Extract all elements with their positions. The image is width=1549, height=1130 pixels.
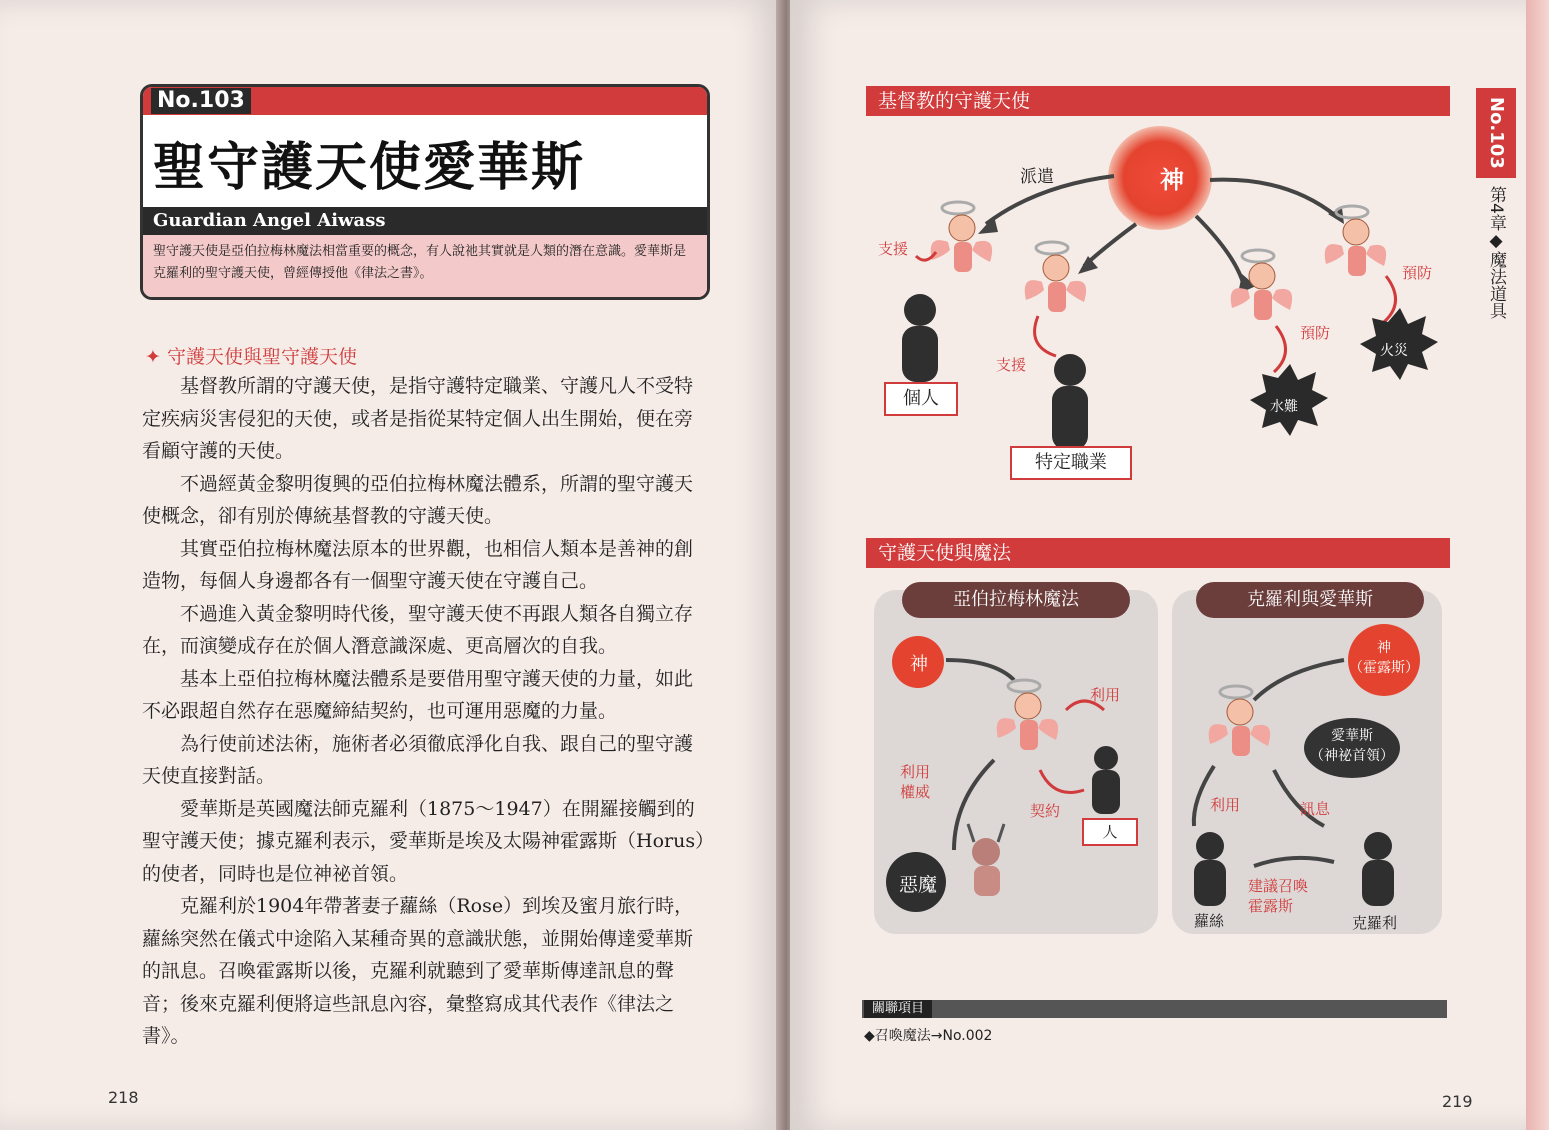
paragraph: 不過進入黃金黎明時代後，聖守護天使不再跟人類各自獨立存在，而演變成存在於個人潛意識深處、更高層次的自我。: [142, 602, 694, 657]
aiwass-label: 愛華斯 （神祕首領）: [1310, 728, 1394, 764]
crowley-label: 克羅利: [1352, 914, 1398, 932]
paragraph: 為行使前述法術，施術者必須徹底淨化自我、跟自己的聖守護天使直接對話。: [142, 732, 694, 787]
support-label: 支援: [996, 356, 1027, 374]
english-title: Guardian Angel Aiwass: [143, 207, 707, 235]
diagram1-banner: 基督教的守護天使: [866, 86, 1450, 116]
paragraph: 不過經黃金黎明復興的亞伯拉梅林魔法體系，所謂的聖守護天使概念，卻有別於傳統基督教的守護天使。: [142, 472, 694, 527]
angel-icon: [1025, 242, 1086, 312]
god-label: 神: [1160, 166, 1184, 194]
arrow-icon: [1254, 858, 1334, 866]
arrow-icon: [954, 760, 994, 850]
person-box: 人: [1082, 818, 1138, 846]
dispatch-label: 派遣: [1020, 167, 1054, 187]
person-icon: [1052, 354, 1088, 450]
prevent-label: 預防: [1402, 264, 1433, 282]
person-icon: [1362, 832, 1394, 906]
use-label: 利用: [1090, 686, 1121, 704]
body-text: [142, 370, 710, 1053]
red-arrow-icon: [1384, 276, 1396, 322]
page-title: 聖守護天使愛華斯: [153, 138, 586, 198]
arrow-icon: [1210, 180, 1336, 216]
arrow-icon: [1196, 216, 1244, 286]
individual-box: 個人: [884, 382, 958, 416]
side-tab: No.103: [1476, 88, 1516, 178]
summary: 聖守護天使是亞伯拉梅林魔法相當重要的概念，有人說祂其實就是人類的潛在意識。愛華斯是克羅利的聖守護天使，曾經傳授他《律法之書》。: [143, 235, 707, 297]
profession-box: 特定職業: [1010, 446, 1132, 480]
red-arrow-icon: [1040, 770, 1084, 793]
crowley-title: 克羅利與愛華斯: [1196, 582, 1424, 618]
paragraph: 基本上亞伯拉梅林魔法體系是要借用聖守護天使的力量，如此不必跟超自然存在惡魔締結契約，也可運用惡魔的力量。: [142, 667, 694, 722]
suggest-label: 建議召喚 霍露斯: [1248, 877, 1309, 915]
demon-label: 惡魔: [898, 874, 937, 896]
section-heading: ✦ 守護天使與聖守護天使: [145, 346, 357, 368]
demon-icon: [968, 824, 1004, 896]
person-icon: [902, 294, 938, 382]
person-icon: [1194, 832, 1226, 906]
angel-icon: [1209, 686, 1270, 756]
red-arrow-icon: [1035, 316, 1056, 356]
person-icon: [1092, 746, 1120, 814]
flood-label: 水難: [1270, 399, 1298, 415]
side-chapter: 第4章◆魔法道具: [1486, 186, 1506, 319]
use-authority-label: 利用 權威: [900, 763, 931, 801]
related-bar: [862, 1000, 1447, 1018]
contract-label: 契約: [1030, 802, 1061, 820]
message-label: 訊息: [1300, 800, 1331, 818]
abramelin-title: 亞伯拉梅林魔法: [902, 582, 1130, 618]
prevent-label: 預防: [1300, 324, 1331, 342]
page-number-right: 219: [1442, 1092, 1473, 1111]
arrow-icon: [1084, 224, 1136, 266]
entry-number: No.103: [151, 88, 251, 114]
angel-icon: [997, 680, 1058, 750]
paragraph: 基督教所謂的守護天使，是指守護特定職業、守護凡人不受特定疾病災害侵犯的天使，或者是指從某特定個人出生開始，便在旁看顧守護的天使。: [142, 375, 694, 462]
god-label-left: 神: [910, 654, 928, 675]
angel-icon: [931, 202, 992, 272]
paragraph: 愛華斯是英國魔法師克羅利（1875～1947）在開羅接觸到的聖守護天使；據克羅利表示，愛華斯是埃及太陽神霍露斯（Horus）的使者，同時也是位神祕首領。: [142, 797, 705, 885]
use-label-right: 利用: [1210, 796, 1241, 814]
red-arrow-icon: [1274, 326, 1286, 372]
related-link[interactable]: ◆召喚魔法→No.002: [864, 1028, 993, 1044]
diagram2-banner: 守護天使與魔法: [866, 538, 1450, 568]
arrow-icon: [1254, 660, 1344, 700]
horus-label: 神 （霍露斯）: [1349, 640, 1419, 676]
arrow-icon: [946, 660, 1014, 680]
rose-label: 蘿絲: [1194, 912, 1225, 930]
page-number-left: 218: [108, 1088, 139, 1107]
fire-label: 火災: [1380, 343, 1408, 359]
paragraph: 其實亞伯拉梅林魔法原本的世界觀，也相信人類本是善神的創造物，每個人身邊都各有一個聖守護天使在守護自己。: [142, 537, 694, 592]
paragraph: 克羅利於1904年帶著妻子蘿絲（Rose）到埃及蜜月旅行時，蘿絲突然在儀式中途陷入某種奇異的意識狀態，並開始傳達愛華斯的訊息。召喚霍露斯以後，克羅利就聽到了愛華斯傳達訊息的聲音；後來克羅利便將這些訊息內容，彙整寫成其代表作《律法之書》。: [142, 895, 694, 1047]
page-edge: [1526, 0, 1549, 1130]
title-box: [140, 84, 710, 300]
support-label: 支援: [878, 240, 909, 258]
related-title: 關聯項目: [864, 1000, 932, 1018]
